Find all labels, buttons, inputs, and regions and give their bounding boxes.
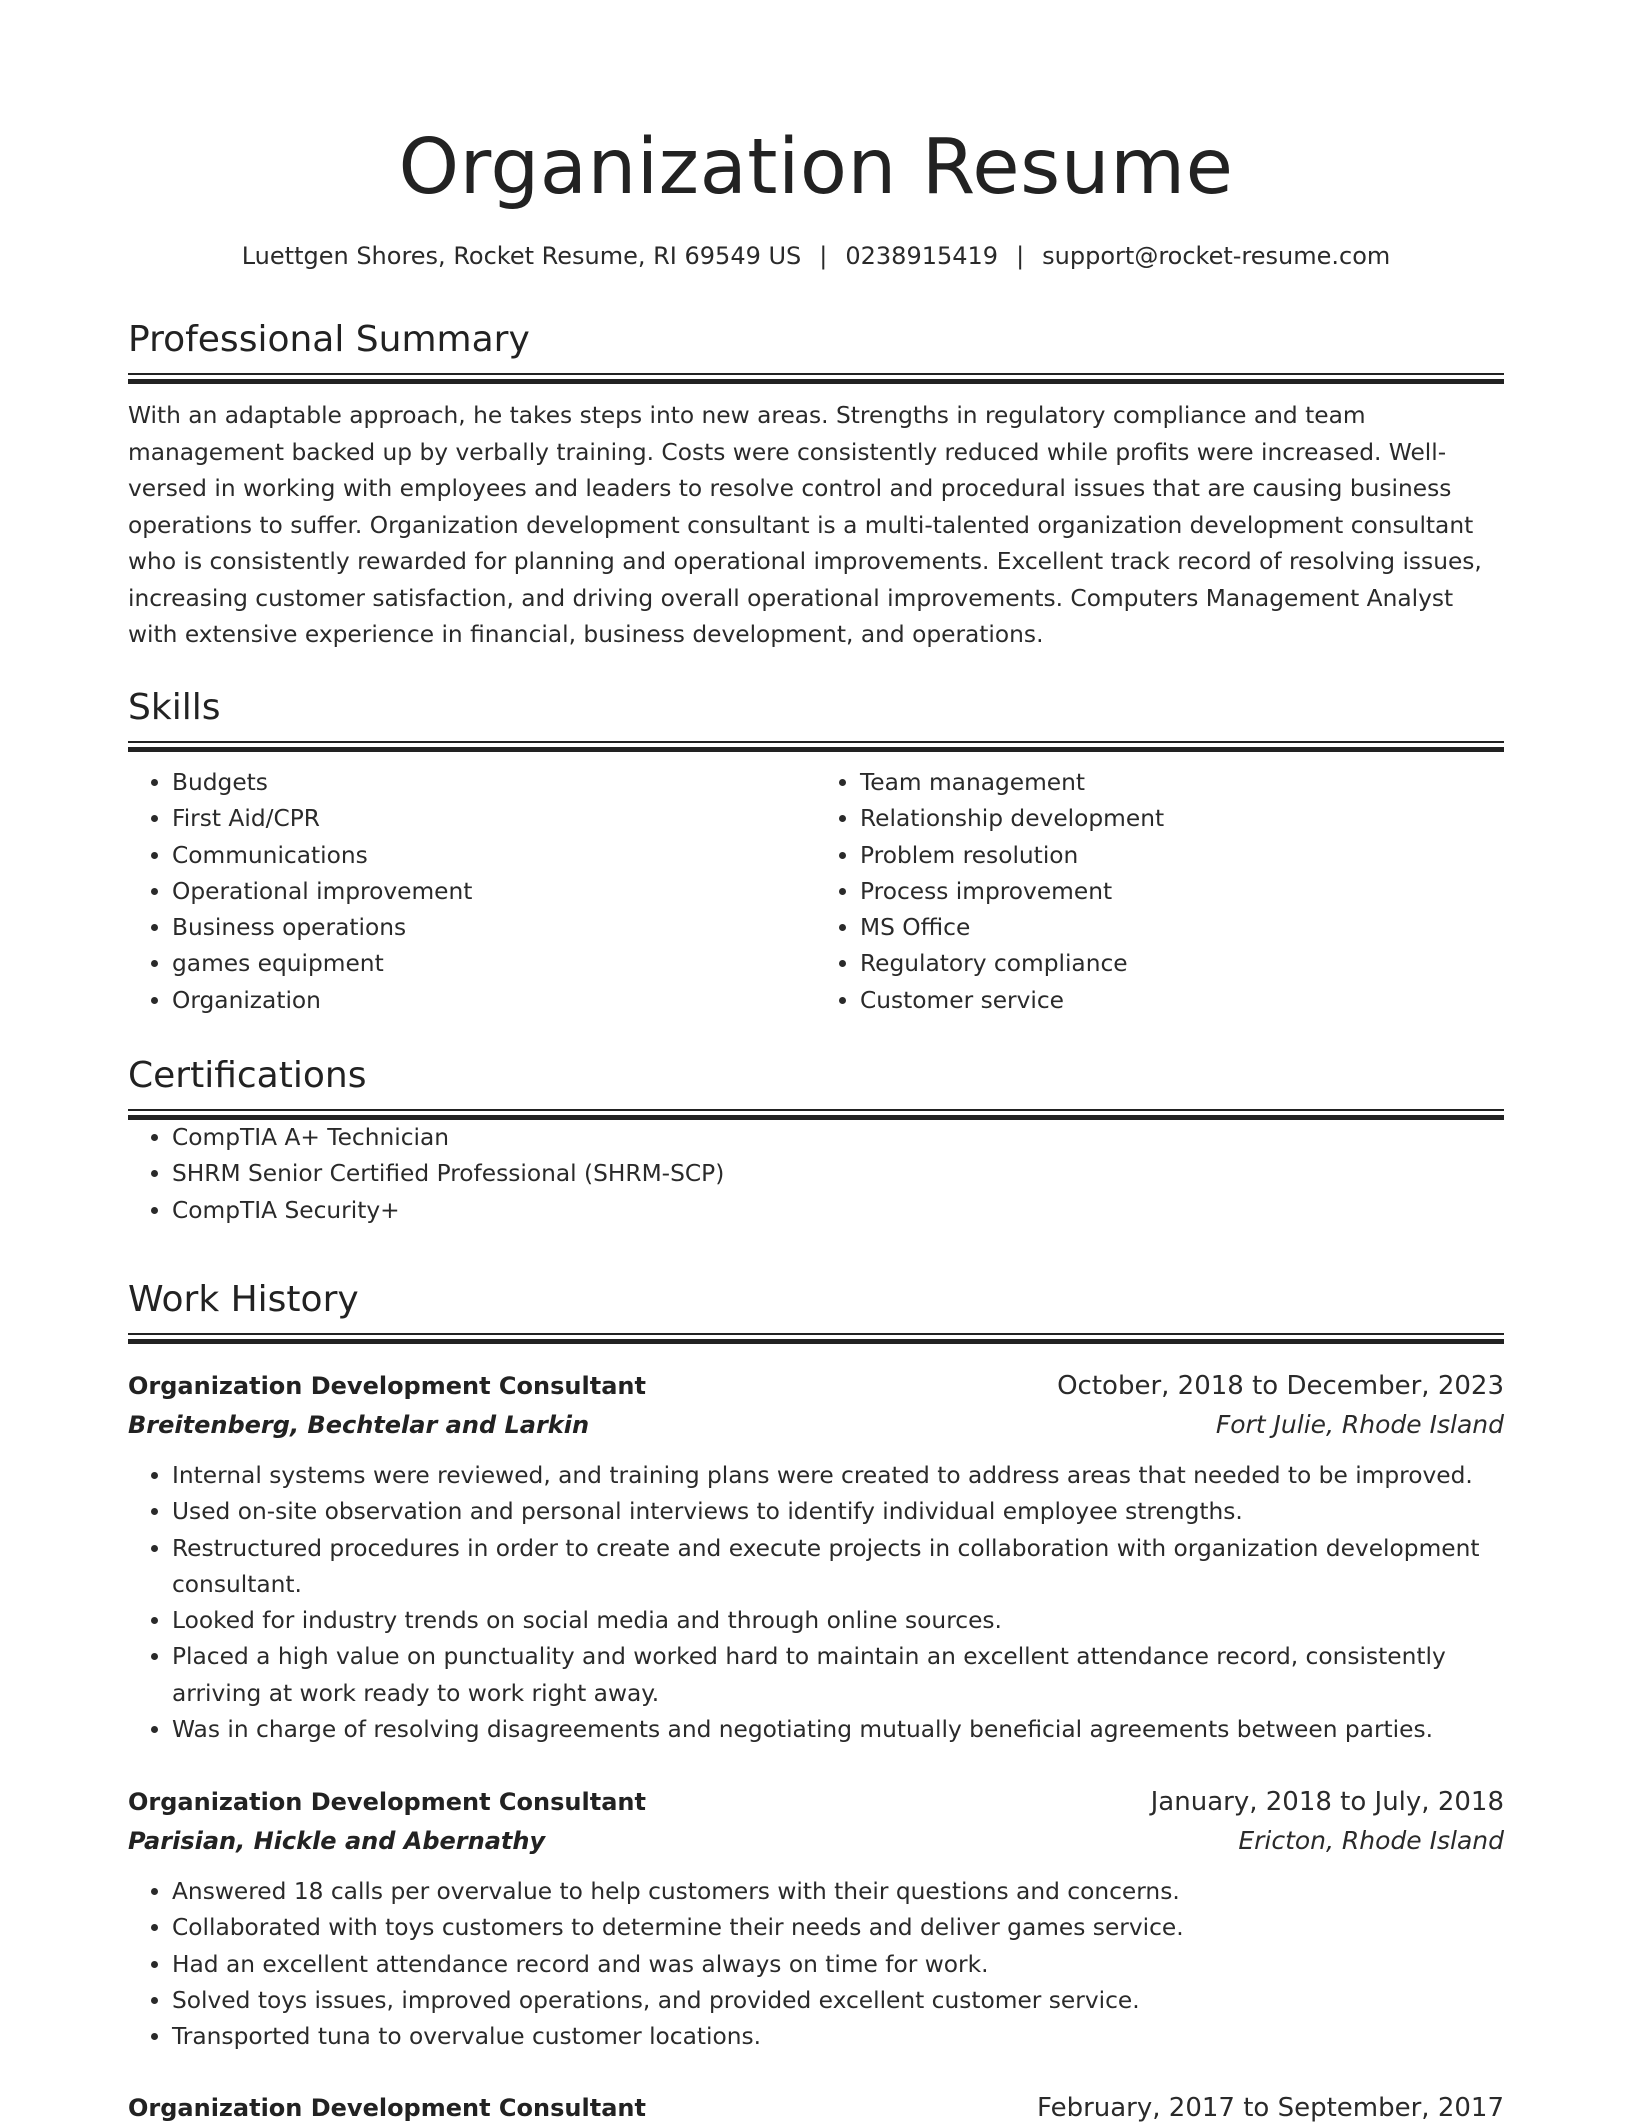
certification-item: • CompTIA A+ Technician	[172, 1120, 1504, 1156]
job-entry	[128, 2088, 1504, 2128]
job-duty: • Transported tuna to overvalue customer locations.	[172, 2019, 1504, 2055]
skill-item: • games equipment	[172, 946, 816, 982]
job-duty: • Internal systems were reviewed, and training plans were created to address areas that needed to be improved.	[172, 1458, 1504, 1494]
contact-separator: |	[1016, 242, 1025, 270]
job-dates: February, 2017 to September, 2017	[1037, 2093, 1504, 2123]
job-header-row	[128, 1366, 1504, 1406]
job-duty: • Restructured procedures in order to create and execute projects in collaboration with organization development consultant.	[172, 1531, 1504, 1604]
contact-separator: |	[819, 242, 828, 270]
certifications-section	[128, 1054, 1504, 1229]
job-dates: January, 2018 to July, 2018	[1150, 1787, 1504, 1817]
certifications-list	[128, 1120, 1504, 1229]
job-header-row	[128, 2088, 1504, 2128]
job-subheader-row	[128, 1822, 1504, 1860]
skill-item: • Process improvement	[860, 874, 1504, 910]
contact-email: support@rocket-resume.com	[1042, 242, 1391, 270]
contact-address: Luettgen Shores, Rocket Resume, RI 69549 US	[241, 242, 802, 270]
resume-title: Organization Resume	[398, 123, 1234, 212]
section-divider	[128, 373, 1504, 384]
job-entry	[128, 1366, 1504, 1748]
skill-item: • MS Office	[860, 910, 1504, 946]
skill-item: • Customer service	[860, 983, 1504, 1019]
skill-item: • Operational improvement	[172, 874, 816, 910]
certifications-heading: Certifications	[128, 1055, 367, 1096]
skill-item: • Organization	[172, 983, 816, 1019]
summary-heading: Professional Summary	[128, 319, 530, 360]
certification-item: • SHRM Senior Certified Professional (SHRM-SCP)	[172, 1156, 1504, 1192]
skill-item: • First Aid/CPR	[172, 801, 816, 837]
job-title: Organization Development Consultant	[128, 1372, 646, 1400]
job-duty: • Answered 18 calls per overvalue to help customers with their questions and concerns.	[172, 1874, 1504, 1910]
job-location: Ericton, Rhode Island	[1238, 1826, 1504, 1855]
job-title: Organization Development Consultant	[128, 1788, 646, 1816]
summary-text: With an adaptable approach, he takes steps into new areas. Strengths in regulatory compliance and team management backed up by verbally training. Costs were consistently reduced while profits were increased. Well-versed in working with employees and leaders to resolve control and procedural issues that are causing business operations to suffer. Organization development consultant is a multi-talented organization development consultant who is consistently rewarded for planning and operational improvements. Excellent track record of resolving issues, increasing customer satisfaction, and driving overall operational improvements. Computers Management Analyst with extensive experience in financial, business development, and operations.	[128, 402, 1482, 648]
work-history-section	[128, 1278, 1504, 1344]
work-history-heading: Work History	[128, 1279, 359, 1320]
skills-list-right	[816, 765, 1504, 1019]
job-duty: • Used on-site observation and personal interviews to identify individual employee strengths.	[172, 1494, 1504, 1530]
job-duty: • Collaborated with toys customers to determine their needs and deliver games service.	[172, 1910, 1504, 1946]
skill-item: • Budgets	[172, 765, 816, 801]
job-location: Fort Julie, Rhode Island	[1215, 1410, 1504, 1439]
job-duty: • Looked for industry trends on social media and through online sources.	[172, 1603, 1504, 1639]
job-duty: • Placed a high value on punctuality and worked hard to maintain an excellent attendance record, consistently arriving at work ready to work right away.	[172, 1639, 1504, 1712]
skills-list-left	[128, 765, 816, 1019]
job-duty: • Was in charge of resolving disagreements and negotiating mutually beneficial agreements between parties.	[172, 1712, 1504, 1748]
skills-columns	[128, 765, 1504, 1019]
job-duties-list	[128, 1458, 1504, 1748]
skills-section	[128, 686, 1504, 1019]
job-subheader-row	[128, 1406, 1504, 1444]
job-dates: October, 2018 to December, 2023	[1057, 1371, 1504, 1401]
skill-item: • Problem resolution	[860, 838, 1504, 874]
skill-item: • Communications	[172, 838, 816, 874]
job-company: Parisian, Hickle and Abernathy	[128, 1827, 546, 1855]
contact-line	[128, 238, 1504, 274]
section-divider	[128, 741, 1504, 752]
skill-item: • Regulatory compliance	[860, 946, 1504, 982]
summary-section	[128, 318, 1504, 654]
job-entry	[128, 1782, 1504, 2055]
job-duty: • Had an excellent attendance record and was always on time for work.	[172, 1947, 1504, 1983]
skill-item: • Business operations	[172, 910, 816, 946]
section-divider	[128, 1333, 1504, 1344]
job-title: Organization Development Consultant	[128, 2094, 646, 2122]
certification-item: • CompTIA Security+	[172, 1193, 1504, 1229]
section-divider	[128, 1109, 1504, 1120]
job-duties-list	[128, 1874, 1504, 2055]
job-header-row	[128, 1782, 1504, 1822]
skill-item: • Relationship development	[860, 801, 1504, 837]
contact-phone: 0238915419	[845, 242, 999, 270]
skill-item: • Team management	[860, 765, 1504, 801]
skills-heading: Skills	[128, 687, 221, 728]
job-duty: • Solved toys issues, improved operations, and provided excellent customer service.	[172, 1983, 1504, 2019]
job-company: Breitenberg, Bechtelar and Larkin	[128, 1411, 590, 1439]
